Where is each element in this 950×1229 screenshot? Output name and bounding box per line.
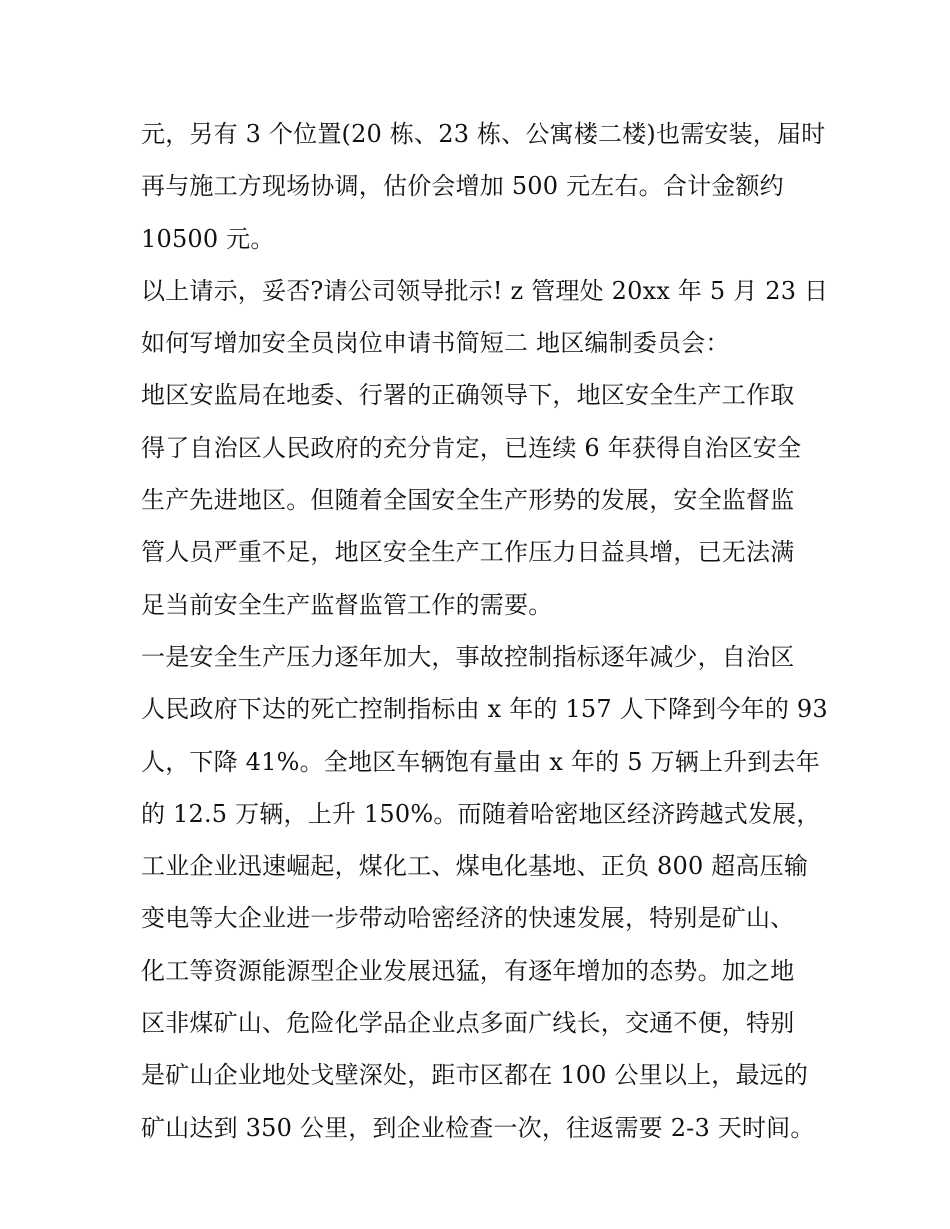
- text-line: 矿山达到 350 公里，到企业检查一次，往返需要 2-3 天时间。: [141, 1113, 815, 1142]
- text-line: 再与施工方现场协调，估价会增加 500 元左右。合计金额约: [141, 172, 784, 201]
- text-line: 如何写增加安全员岗位申请书简短二 地区编制委员会：: [141, 329, 730, 358]
- text-line: 得了自治区人民政府的充分肯定，已连续 6 年获得自治区安全: [141, 433, 802, 462]
- text-line: 10500 元。: [141, 224, 275, 253]
- text-line: 足当前安全生产监督监管工作的需要。: [141, 590, 553, 619]
- text-line: 区非煤矿山、危险化学品企业点多面广线长，交通不便，特别: [141, 1009, 795, 1038]
- text-line: 地区安监局在地委、行署的正确领导下，地区安全生产工作取: [141, 381, 795, 410]
- document-body: [141, 108, 829, 1154]
- text-line: 人，下降 41%。全地区车辆饱有量由 x 年的 5 万辆上升到去年: [141, 747, 820, 776]
- text-line: 一是安全生产压力逐年加大，事故控制指标逐年减少，自治区: [141, 642, 795, 671]
- text-line: 的 12.5 万辆，上升 150%。而随着哈密地区经济跨越式发展，: [141, 799, 821, 828]
- text-line: 以上请示，妥否?请公司领导批示! z 管理处 20xx 年 5 月 23 日: [141, 276, 829, 305]
- text-line: 人民政府下达的死亡控制指标由 x 年的 157 人下降到今年的 93: [141, 695, 828, 724]
- text-line: 变电等大企业进一步带动哈密经济的快速发展，特别是矿山、: [141, 904, 795, 933]
- text-line: 化工等资源能源型企业发展迅猛，有逐年增加的态势。加之地: [141, 956, 795, 985]
- text-line: 工业企业迅速崛起，煤化工、煤电化基地、正负 800 超高压输: [141, 852, 809, 881]
- text-line: 元，另有 3 个位置(20 栋、23 栋、公寓楼二楼)也需安装，届时: [141, 120, 826, 148]
- text-line: 生产先进地区。但随着全国安全生产形势的发展，安全监督监: [141, 486, 795, 515]
- text-line: 是矿山企业地处戈壁深处，距市区都在 100 公里以上，最远的: [141, 1061, 809, 1090]
- text-line: 管人员严重不足，地区安全生产工作压力日益具增，已无法满: [141, 538, 795, 567]
